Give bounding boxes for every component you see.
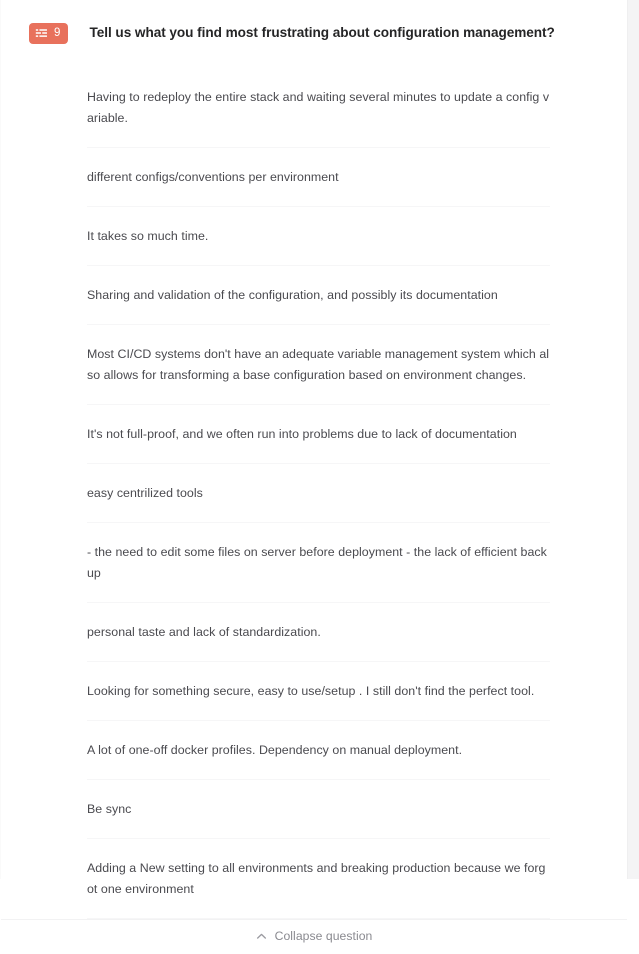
- answer-text: A lot of one-off docker profiles. Dependency on manual deployment.: [87, 742, 463, 757]
- collapse-question-button[interactable]: [250, 926, 379, 946]
- question-type-badge: [29, 23, 68, 44]
- answer-row: [87, 780, 550, 839]
- answer-row: [87, 839, 550, 919]
- answer-row: [87, 603, 550, 662]
- answer-row: [87, 64, 550, 148]
- answer-text: Most CI/CD systems don't have an adequate variable management system which also allows for transforming a base configuration based on environment changes.: [87, 346, 550, 382]
- question-title: Tell us what you find most frustrating about configuration management?: [89, 25, 555, 41]
- answer-text: It's not full-proof, and we often run into problems due to lack of documentation: [87, 426, 517, 441]
- vertical-scrollbar[interactable]: [627, 0, 639, 879]
- answer-row: [87, 148, 550, 207]
- answer-text: It takes so much time.: [87, 228, 209, 243]
- answer-row: [87, 405, 550, 464]
- answer-text: Looking for something secure, easy to use/setup . I still don't find the perfect tool.: [87, 683, 535, 698]
- answer-text: Be sync: [87, 801, 132, 816]
- question-header: [1, 0, 627, 64]
- collapse-question-label: Collapse question: [274, 929, 373, 944]
- answer-row: [87, 662, 550, 721]
- answers-list: [1, 64, 627, 919]
- answer-text: Adding a New setting to all environments and breaking production because we forgot one environment: [87, 860, 546, 896]
- answer-row: [87, 523, 550, 603]
- answer-row: [87, 207, 550, 266]
- answer-text: personal taste and lack of standardization.: [87, 624, 321, 639]
- response-count: 9: [54, 27, 61, 40]
- answer-text: Sharing and validation of the configuration, and possibly its documentation: [87, 287, 498, 302]
- text-answer-list-icon: [35, 27, 48, 40]
- answer-text: Having to redeploy the entire stack and waiting several minutes to update a config variable.: [87, 89, 550, 125]
- answer-row: [87, 464, 550, 523]
- answer-text: - the need to edit some files on server before deployment - the lack of efficient backup: [87, 544, 547, 580]
- answer-row: [87, 266, 550, 325]
- answer-text: different configs/conventions per environment: [87, 169, 339, 184]
- answers-scroll-area[interactable]: [1, 64, 627, 919]
- answer-row: [87, 721, 550, 780]
- chevron-up-icon: [256, 931, 267, 942]
- answer-text: easy centrilized tools: [87, 485, 203, 500]
- panel-footer: [1, 919, 627, 954]
- answer-row: [87, 325, 550, 405]
